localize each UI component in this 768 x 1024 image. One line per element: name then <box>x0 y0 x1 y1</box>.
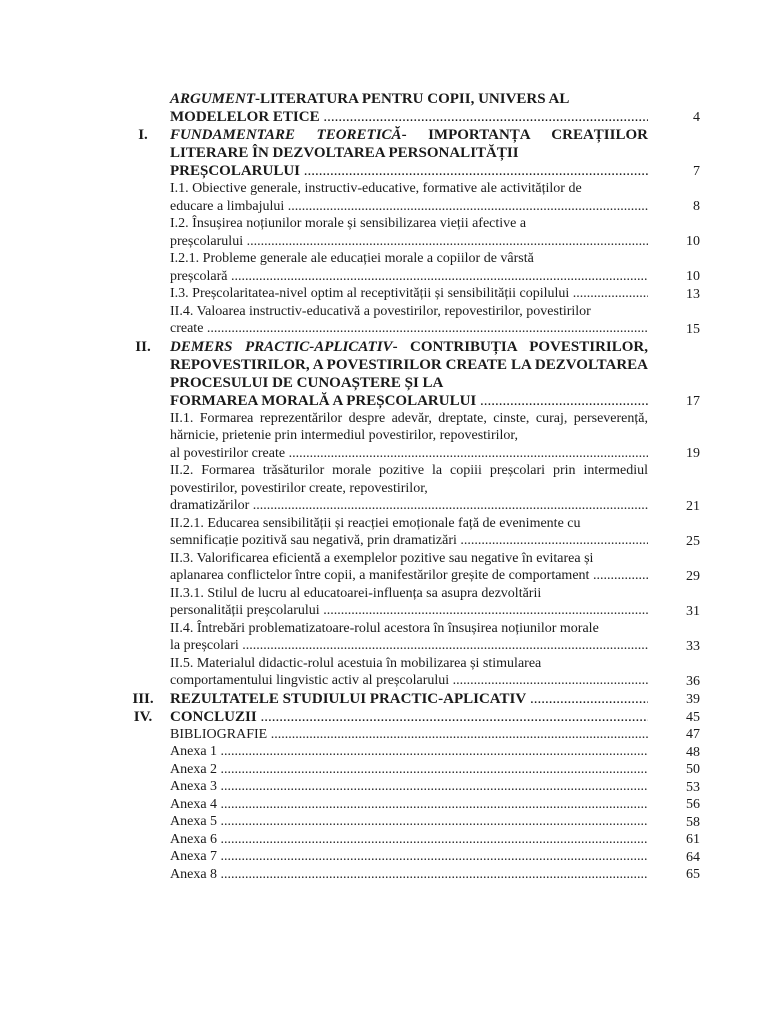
toc-entry-2-1 <box>120 410 700 463</box>
toc-entry-1-3 <box>120 285 700 303</box>
annex-label: Anexa 5 ..... <box>170 813 648 831</box>
annex-label: Anexa 8 ..... <box>170 866 648 884</box>
entry-title-last-line: PREȘCOLARULUI ..... <box>170 162 648 180</box>
page-number: 8 <box>693 199 700 214</box>
page-number: 29 <box>686 568 700 584</box>
toc-entry-chapter-4 <box>120 708 700 726</box>
page-number: 10 <box>686 234 700 249</box>
toc-entry-annex <box>120 778 700 796</box>
entry-title: I.2. Însușirea noțiunilor morale și sensibilizarea vieții afective a <box>170 216 527 231</box>
table-of-contents <box>120 90 700 883</box>
entry-title-last-line: FORMAREA MORALĂ A PREȘCOLARULUI ..... <box>170 392 648 410</box>
page-number: 61 <box>686 832 700 847</box>
entry-title-last-line: BIBLIOGRAFIE ..... <box>170 726 648 744</box>
entry-title: II.5. Materialul didactic-rolul acestuia în mobilizarea și stimularea <box>170 655 542 671</box>
entry-title-italic: ARGUMENT <box>170 91 256 107</box>
toc-entry-chapter-2 <box>120 338 700 410</box>
entry-title-last-line: create ..... <box>170 320 648 338</box>
toc-entry-annex <box>120 761 700 779</box>
toc-entry-bibliography <box>120 726 700 744</box>
annex-label: Anexa 1 ..... <box>170 743 648 761</box>
entry-title-last-line: educare a limbajului ..... <box>170 198 648 216</box>
entry-title-italic: DEMERS PRACTIC-APLICATIV <box>170 338 393 355</box>
entry-title-last-line: dramatizărilor ..... <box>170 497 648 515</box>
toc-entry-annex <box>120 866 700 884</box>
toc-entry-2-5 <box>120 655 700 690</box>
annex-label: Anexa 4 ..... <box>170 796 648 814</box>
page-number: 64 <box>686 849 700 865</box>
toc-entry-chapter-3 <box>120 690 700 708</box>
page-number: 7 <box>693 164 700 179</box>
entry-title: - IMPORTANȚA CREAȚIILOR LITERARE ÎN DEZVOLTAREA PERSONALITĂȚII <box>170 127 648 161</box>
page-number: 13 <box>686 286 700 302</box>
page-number: 65 <box>686 867 700 882</box>
toc-entry-annex <box>120 796 700 814</box>
entry-title-last-line: personalității preșcolarului ..... <box>170 602 648 620</box>
entry-title: II.1. Formarea reprezentărilor despre adevăr, dreptate, cinste, curaj, perseverență, hărnicie, prietenie prin intermediul povestirilor, repovestirilor, <box>170 410 648 443</box>
entry-title-italic: FUNDAMENTARE TEORETICĂ <box>170 127 402 143</box>
toc-entry-1-2 <box>120 215 700 250</box>
entry-title-last-line: comportamentului lingvistic activ al preșcolarului ..... <box>170 672 648 690</box>
entry-title: II.2. Formarea trăsăturilor morale pozitive la copiii preșcolari prin intermediul povestirilor, povestirilor create, repovestirilor, <box>170 463 648 496</box>
entry-title-last-line: semnificație pozitivă sau negativă, prin dramatizări ..... <box>170 532 648 550</box>
page-number: 19 <box>686 446 700 461</box>
entry-title-last-line: preșcolară ..... <box>170 268 648 286</box>
entry-title: I.2.1. Probleme generale ale educației morale a copiilor de vârstă <box>170 251 534 266</box>
entry-title: II.3.1. Stilul de lucru al educatoarei-influența sa asupra dezvoltării <box>170 585 542 601</box>
page-number: 31 <box>686 603 700 619</box>
page-number: 45 <box>686 709 700 725</box>
page-number: 39 <box>686 691 700 707</box>
annex-list <box>120 743 700 883</box>
toc-entry-annex <box>120 743 700 761</box>
toc-entry-annex <box>120 831 700 849</box>
page-number: 50 <box>686 762 700 777</box>
toc-entry-annex <box>120 848 700 866</box>
toc-entry-2-4 <box>120 620 700 655</box>
entry-title-last-line: aplanarea conflictelor între copii, a manifestărilor greșite de comportament ..... <box>170 567 648 585</box>
entry-title-last-line: preșcolarului ..... <box>170 233 648 251</box>
toc-entry-2-2 <box>120 462 700 515</box>
entry-title-last-line: I.3. Preșcolaritatea-nivel optim al receptivității și sensibilității copilului ..... <box>170 285 648 303</box>
page-number: 53 <box>686 779 700 795</box>
entry-title-last-line: al povestirilor create ..... <box>170 445 648 463</box>
page-number: 56 <box>686 797 700 812</box>
page-number: 33 <box>686 638 700 654</box>
toc-entry-2-3 <box>120 550 700 585</box>
annex-label: Anexa 6 ..... <box>170 831 648 849</box>
entry-title: II.3. Valorificarea eficientă a exemplelor pozitive sau negative în evitarea și <box>170 550 594 566</box>
chapter-number: I. <box>138 127 148 143</box>
page-number: 4 <box>693 110 700 125</box>
annex-label: Anexa 2 ..... <box>170 761 648 779</box>
annex-label: Anexa 3 ..... <box>170 778 648 796</box>
page-number: 36 <box>686 673 700 689</box>
annex-label: Anexa 7 ..... <box>170 848 648 866</box>
entry-title: II.2.1. Educarea sensibilității și reacției emoționale față de evenimente cu <box>170 515 581 531</box>
toc-entry-chapter-1 <box>120 126 700 180</box>
chapter-number: IV. <box>133 708 153 725</box>
entry-title: - CONTRIBUȚIA POVESTIRILOR, REPOVESTIRILOR, A POVESTIRILOR CREATE LA DEZVOLTAREA PROCESULUI DE CUNOAȘTERE ȘI LA <box>170 338 649 391</box>
page-number: 47 <box>686 727 700 742</box>
entry-title: II.4. Valoarea instructiv-educativă a povestirilor, repovestirilor, povestirilor <box>170 303 591 319</box>
entry-title: -LITERATURA PENTRU COPII, UNIVERS AL <box>255 91 570 107</box>
entry-title-last-line: REZULTATELE STUDIULUI PRACTIC-APLICATIV ..... <box>170 690 648 708</box>
toc-entry-1-1 <box>120 180 700 215</box>
entry-title-last-line: MODELELOR ETICE ..... <box>170 108 648 126</box>
page-number: 48 <box>686 744 700 760</box>
page-number: 21 <box>686 498 700 514</box>
page-number: 15 <box>686 321 700 337</box>
chapter-number: II. <box>135 338 151 355</box>
toc-entry-2-2-1 <box>120 515 700 550</box>
chapter-number: III. <box>132 690 154 707</box>
entry-title-last-line: CONCLUZII ..... <box>170 708 648 726</box>
toc-entry-argument <box>120 90 700 126</box>
page-number: 58 <box>686 814 700 830</box>
entry-title: II.4. Întrebări problematizatoare-rolul acestora în însușirea noțiunilor morale <box>170 620 599 636</box>
page-number: 10 <box>686 269 700 284</box>
toc-entry-2-3-1 <box>120 585 700 620</box>
page-number: 25 <box>686 533 700 549</box>
entry-title-last-line: la preșcolari ..... <box>170 637 648 655</box>
entry-title: I.1. Obiective generale, instructiv-educative, formative ale activităților de <box>170 181 582 196</box>
toc-entry-annex <box>120 813 700 831</box>
page-number: 17 <box>686 393 700 409</box>
toc-entry-1-2-1 <box>120 250 700 285</box>
toc-entry-2-4-value <box>120 303 700 338</box>
